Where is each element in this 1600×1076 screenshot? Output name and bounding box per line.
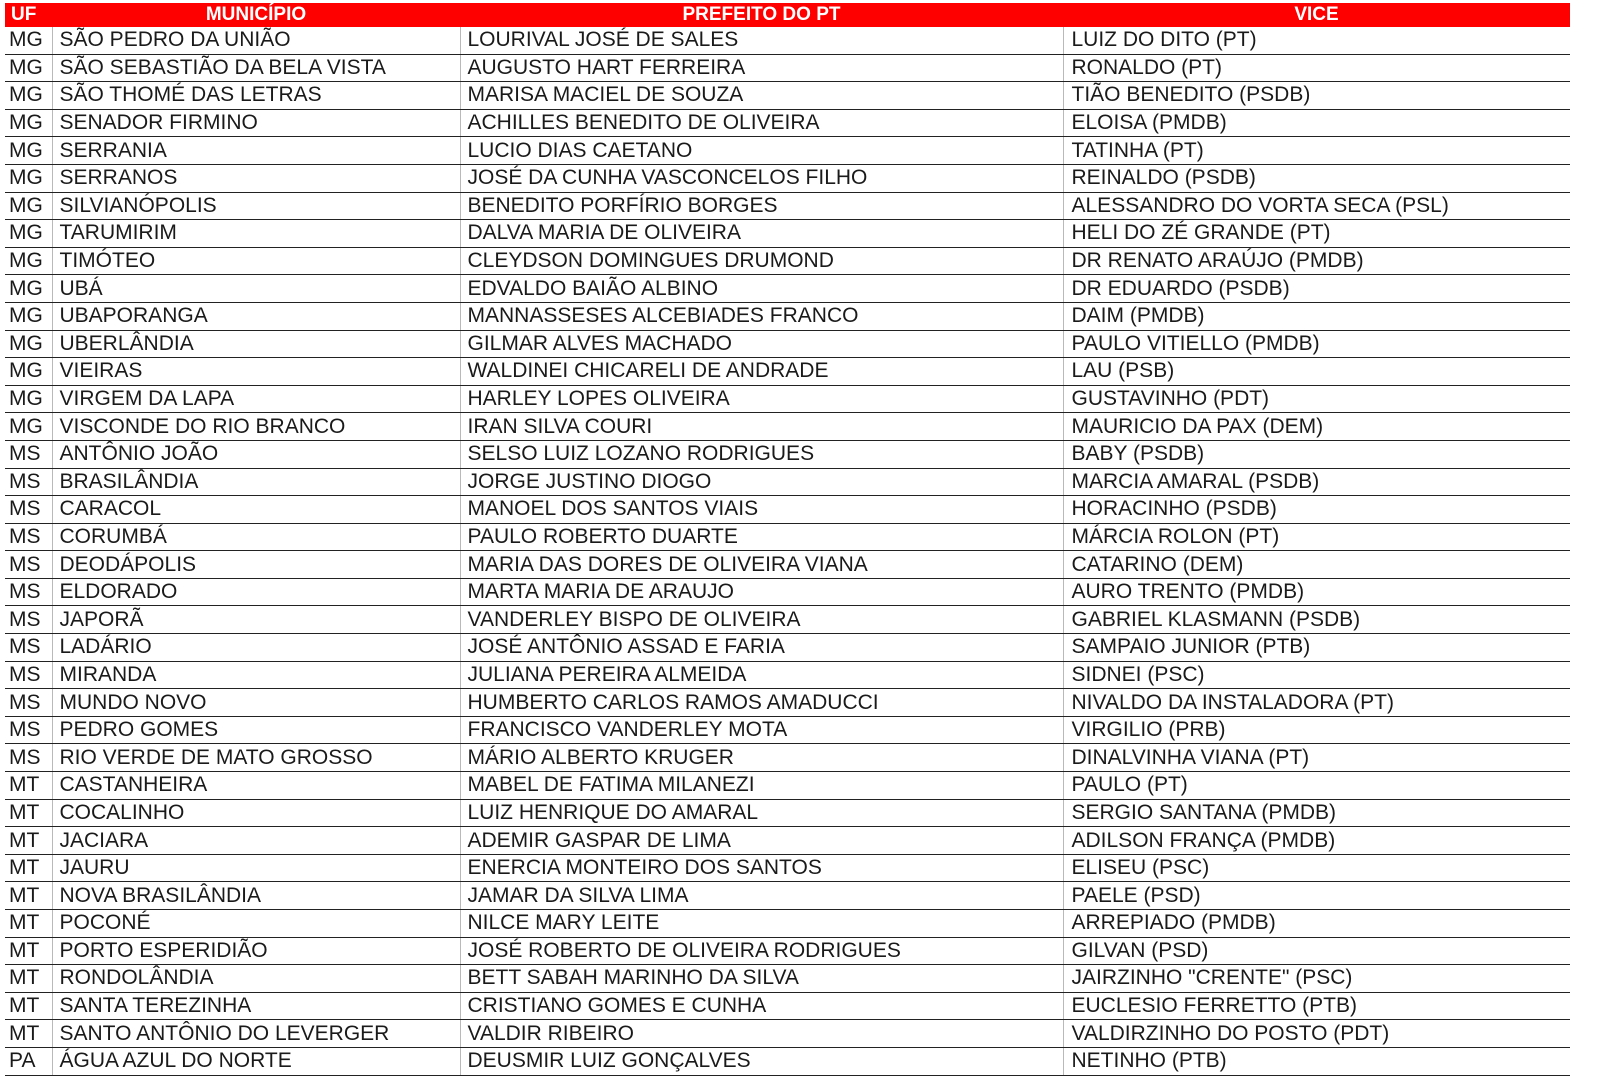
table-header bbox=[5, 3, 1570, 27]
cell-vice: AURO TRENTO (PMDB) bbox=[1063, 578, 1570, 606]
cell-vice: ARREPIADO (PMDB) bbox=[1063, 910, 1570, 938]
table-row bbox=[5, 551, 1570, 579]
cell-municipio: POCONÉ bbox=[52, 910, 460, 938]
table-row bbox=[5, 716, 1570, 744]
cell-vice: BABY (PSDB) bbox=[1063, 440, 1570, 468]
cell-municipio: ANTÔNIO JOÃO bbox=[52, 440, 460, 468]
cell-prefeito: JOSÉ ANTÔNIO ASSAD E FARIA bbox=[460, 634, 1063, 662]
cell-vice: HELI DO ZÉ GRANDE (PT) bbox=[1063, 220, 1570, 248]
cell-prefeito: MÁRIO ALBERTO KRUGER bbox=[460, 744, 1063, 772]
cell-uf: MS bbox=[5, 468, 52, 496]
cell-prefeito: DALVA MARIA DE OLIVEIRA bbox=[460, 220, 1063, 248]
cell-vice: GILVAN (PSD) bbox=[1063, 937, 1570, 965]
cell-uf: MT bbox=[5, 1020, 52, 1048]
cell-municipio: CORUMBÁ bbox=[52, 523, 460, 551]
cell-municipio: SANTO ANTÔNIO DO LEVERGER bbox=[52, 1020, 460, 1048]
cell-prefeito: VALDIR RIBEIRO bbox=[460, 1020, 1063, 1048]
cell-uf: MT bbox=[5, 882, 52, 910]
cell-vice: RONALDO (PT) bbox=[1063, 54, 1570, 82]
table-row bbox=[5, 523, 1570, 551]
cell-vice: DINALVINHA VIANA (PT) bbox=[1063, 744, 1570, 772]
table-row bbox=[5, 413, 1570, 441]
table-row bbox=[5, 689, 1570, 717]
cell-vice: GUSTAVINHO (PDT) bbox=[1063, 385, 1570, 413]
table-row bbox=[5, 468, 1570, 496]
cell-vice: PAULO (PT) bbox=[1063, 772, 1570, 800]
cell-prefeito: ENERCIA MONTEIRO DOS SANTOS bbox=[460, 854, 1063, 882]
header-municipio: MUNICÍPIO bbox=[52, 3, 460, 27]
cell-uf: MG bbox=[5, 385, 52, 413]
cell-prefeito: BENEDITO PORFÍRIO BORGES bbox=[460, 192, 1063, 220]
table-row bbox=[5, 1047, 1570, 1075]
cell-vice: JAIRZINHO "CRENTE" (PSC) bbox=[1063, 965, 1570, 993]
cell-vice: PAULO VITIELLO (PMDB) bbox=[1063, 330, 1570, 358]
table-body bbox=[5, 27, 1570, 1075]
cell-uf: MG bbox=[5, 164, 52, 192]
cell-municipio: VIEIRAS bbox=[52, 358, 460, 386]
cell-vice: SERGIO SANTANA (PMDB) bbox=[1063, 799, 1570, 827]
table-row bbox=[5, 882, 1570, 910]
cell-uf: MT bbox=[5, 854, 52, 882]
cell-municipio: UBAPORANGA bbox=[52, 302, 460, 330]
cell-uf: MG bbox=[5, 54, 52, 82]
cell-prefeito: WALDINEI CHICARELI DE ANDRADE bbox=[460, 358, 1063, 386]
table-row bbox=[5, 661, 1570, 689]
cell-municipio: UBERLÂNDIA bbox=[52, 330, 460, 358]
cell-prefeito: LOURIVAL JOSÉ DE SALES bbox=[460, 27, 1063, 54]
cell-uf: MT bbox=[5, 937, 52, 965]
cell-uf: MS bbox=[5, 523, 52, 551]
cell-prefeito: ADEMIR GASPAR DE LIMA bbox=[460, 827, 1063, 855]
table-row bbox=[5, 910, 1570, 938]
cell-municipio: JAURU bbox=[52, 854, 460, 882]
cell-prefeito: FRANCISCO VANDERLEY MOTA bbox=[460, 716, 1063, 744]
cell-prefeito: EDVALDO BAIÃO ALBINO bbox=[460, 275, 1063, 303]
cell-municipio: SANTA TEREZINHA bbox=[52, 992, 460, 1020]
cell-prefeito: ACHILLES BENEDITO DE OLIVEIRA bbox=[460, 109, 1063, 137]
cell-uf: MT bbox=[5, 910, 52, 938]
cell-uf: MS bbox=[5, 578, 52, 606]
table-row bbox=[5, 302, 1570, 330]
table-row bbox=[5, 192, 1570, 220]
cell-prefeito: HUMBERTO CARLOS RAMOS AMADUCCI bbox=[460, 689, 1063, 717]
cell-vice: DR RENATO ARAÚJO (PMDB) bbox=[1063, 247, 1570, 275]
cell-municipio: JAPORÃ bbox=[52, 606, 460, 634]
header-row bbox=[5, 3, 1570, 27]
cell-municipio: VISCONDE DO RIO BRANCO bbox=[52, 413, 460, 441]
cell-municipio: SENADOR FIRMINO bbox=[52, 109, 460, 137]
cell-uf: MG bbox=[5, 358, 52, 386]
header-uf: UF bbox=[5, 3, 52, 27]
cell-prefeito: IRAN SILVA COURI bbox=[460, 413, 1063, 441]
cell-municipio: DEODÁPOLIS bbox=[52, 551, 460, 579]
cell-prefeito: LUCIO DIAS CAETANO bbox=[460, 137, 1063, 165]
cell-municipio: VIRGEM DA LAPA bbox=[52, 385, 460, 413]
cell-municipio: RIO VERDE DE MATO GROSSO bbox=[52, 744, 460, 772]
cell-vice: NETINHO (PTB) bbox=[1063, 1047, 1570, 1075]
table-row bbox=[5, 496, 1570, 524]
cell-prefeito: VANDERLEY BISPO DE OLIVEIRA bbox=[460, 606, 1063, 634]
cell-uf: MG bbox=[5, 27, 52, 54]
cell-municipio: TARUMIRIM bbox=[52, 220, 460, 248]
cell-uf: MG bbox=[5, 220, 52, 248]
cell-uf: MG bbox=[5, 82, 52, 110]
cell-vice: SIDNEI (PSC) bbox=[1063, 661, 1570, 689]
cell-municipio: SÃO PEDRO DA UNIÃO bbox=[52, 27, 460, 54]
cell-uf: MS bbox=[5, 551, 52, 579]
table-row bbox=[5, 440, 1570, 468]
cell-vice: EUCLESIO FERRETTO (PTB) bbox=[1063, 992, 1570, 1020]
table-row bbox=[5, 385, 1570, 413]
cell-municipio: CARACOL bbox=[52, 496, 460, 524]
cell-prefeito: JULIANA PEREIRA ALMEIDA bbox=[460, 661, 1063, 689]
cell-prefeito: MARTA MARIA DE ARAUJO bbox=[460, 578, 1063, 606]
cell-uf: MS bbox=[5, 634, 52, 662]
table-row bbox=[5, 330, 1570, 358]
cell-uf: MT bbox=[5, 772, 52, 800]
cell-municipio: CASTANHEIRA bbox=[52, 772, 460, 800]
cell-uf: MS bbox=[5, 496, 52, 524]
cell-prefeito: GILMAR ALVES MACHADO bbox=[460, 330, 1063, 358]
table-row bbox=[5, 82, 1570, 110]
cell-uf: MT bbox=[5, 965, 52, 993]
cell-municipio: MUNDO NOVO bbox=[52, 689, 460, 717]
cell-vice: ELISEU (PSC) bbox=[1063, 854, 1570, 882]
cell-municipio: RONDOLÂNDIA bbox=[52, 965, 460, 993]
cell-vice: PAELE (PSD) bbox=[1063, 882, 1570, 910]
cell-uf: MG bbox=[5, 192, 52, 220]
table-row bbox=[5, 854, 1570, 882]
cell-uf: MT bbox=[5, 799, 52, 827]
table-row bbox=[5, 1020, 1570, 1048]
cell-uf: MS bbox=[5, 716, 52, 744]
cell-vice: TATINHA (PT) bbox=[1063, 137, 1570, 165]
cell-municipio: UBÁ bbox=[52, 275, 460, 303]
cell-vice: REINALDO (PSDB) bbox=[1063, 164, 1570, 192]
table-row bbox=[5, 247, 1570, 275]
cell-prefeito: LUIZ HENRIQUE DO AMARAL bbox=[460, 799, 1063, 827]
cell-vice: MAURICIO DA PAX (DEM) bbox=[1063, 413, 1570, 441]
table-row bbox=[5, 937, 1570, 965]
cell-uf: MG bbox=[5, 109, 52, 137]
cell-vice: ADILSON FRANÇA (PMDB) bbox=[1063, 827, 1570, 855]
cell-prefeito: BETT SABAH MARINHO DA SILVA bbox=[460, 965, 1063, 993]
cell-prefeito: NILCE MARY LEITE bbox=[460, 910, 1063, 938]
cell-municipio: SERRANIA bbox=[52, 137, 460, 165]
table-row bbox=[5, 54, 1570, 82]
cell-prefeito: JOSÉ DA CUNHA VASCONCELOS FILHO bbox=[460, 164, 1063, 192]
cell-uf: PA bbox=[5, 1047, 52, 1075]
cell-prefeito: JAMAR DA SILVA LIMA bbox=[460, 882, 1063, 910]
cell-prefeito: MANOEL DOS SANTOS VIAIS bbox=[460, 496, 1063, 524]
cell-prefeito: MANNASSESES ALCEBIADES FRANCO bbox=[460, 302, 1063, 330]
cell-uf: MT bbox=[5, 992, 52, 1020]
cell-uf: MG bbox=[5, 330, 52, 358]
cell-municipio: ÁGUA AZUL DO NORTE bbox=[52, 1047, 460, 1075]
cell-vice: NIVALDO DA INSTALADORA (PT) bbox=[1063, 689, 1570, 717]
cell-prefeito: JORGE JUSTINO DIOGO bbox=[460, 468, 1063, 496]
cell-uf: MS bbox=[5, 689, 52, 717]
cell-vice: ELOISA (PMDB) bbox=[1063, 109, 1570, 137]
cell-uf: MT bbox=[5, 827, 52, 855]
cell-prefeito: JOSÉ ROBERTO DE OLIVEIRA RODRIGUES bbox=[460, 937, 1063, 965]
cell-vice: MÁRCIA ROLON (PT) bbox=[1063, 523, 1570, 551]
cell-municipio: MIRANDA bbox=[52, 661, 460, 689]
cell-prefeito: HARLEY LOPES OLIVEIRA bbox=[460, 385, 1063, 413]
cell-prefeito: MARIA DAS DORES DE OLIVEIRA VIANA bbox=[460, 551, 1063, 579]
table-row bbox=[5, 744, 1570, 772]
cell-uf: MS bbox=[5, 744, 52, 772]
table-row bbox=[5, 606, 1570, 634]
table-row bbox=[5, 27, 1570, 54]
cell-uf: MG bbox=[5, 302, 52, 330]
cell-municipio: PEDRO GOMES bbox=[52, 716, 460, 744]
cell-prefeito: DEUSMIR LUIZ GONÇALVES bbox=[460, 1047, 1063, 1075]
table-row bbox=[5, 220, 1570, 248]
cell-prefeito: AUGUSTO HART FERREIRA bbox=[460, 54, 1063, 82]
cell-vice: DR EDUARDO (PSDB) bbox=[1063, 275, 1570, 303]
cell-vice: MARCIA AMARAL (PSDB) bbox=[1063, 468, 1570, 496]
table-row bbox=[5, 358, 1570, 386]
cell-uf: MG bbox=[5, 413, 52, 441]
cell-uf: MS bbox=[5, 606, 52, 634]
cell-prefeito: MABEL DE FATIMA MILANEZI bbox=[460, 772, 1063, 800]
cell-municipio: NOVA BRASILÂNDIA bbox=[52, 882, 460, 910]
cell-municipio: JACIARA bbox=[52, 827, 460, 855]
table-row bbox=[5, 578, 1570, 606]
cell-municipio: SÃO SEBASTIÃO DA BELA VISTA bbox=[52, 54, 460, 82]
cell-prefeito: CLEYDSON DOMINGUES DRUMOND bbox=[460, 247, 1063, 275]
cell-vice: CATARINO (DEM) bbox=[1063, 551, 1570, 579]
cell-municipio: TIMÓTEO bbox=[52, 247, 460, 275]
cell-prefeito: PAULO ROBERTO DUARTE bbox=[460, 523, 1063, 551]
table-row bbox=[5, 164, 1570, 192]
cell-prefeito: SELSO LUIZ LOZANO RODRIGUES bbox=[460, 440, 1063, 468]
cell-municipio: COCALINHO bbox=[52, 799, 460, 827]
cell-prefeito: CRISTIANO GOMES E CUNHA bbox=[460, 992, 1063, 1020]
cell-vice: VALDIRZINHO DO POSTO (PDT) bbox=[1063, 1020, 1570, 1048]
table-row bbox=[5, 965, 1570, 993]
cell-vice: VIRGILIO (PRB) bbox=[1063, 716, 1570, 744]
cell-municipio: ELDORADO bbox=[52, 578, 460, 606]
table-row bbox=[5, 109, 1570, 137]
cell-vice: LUIZ DO DITO (PT) bbox=[1063, 27, 1570, 54]
cell-municipio: BRASILÂNDIA bbox=[52, 468, 460, 496]
header-prefeito: PREFEITO DO PT bbox=[460, 3, 1063, 27]
mayors-table bbox=[5, 3, 1570, 1076]
table-row bbox=[5, 827, 1570, 855]
cell-uf: MG bbox=[5, 247, 52, 275]
header-vice: VICE bbox=[1063, 3, 1570, 27]
cell-municipio: SERRANOS bbox=[52, 164, 460, 192]
cell-municipio: SÃO THOMÉ DAS LETRAS bbox=[52, 82, 460, 110]
table-row bbox=[5, 772, 1570, 800]
cell-municipio: SILVIANÓPOLIS bbox=[52, 192, 460, 220]
cell-vice: SAMPAIO JUNIOR (PTB) bbox=[1063, 634, 1570, 662]
cell-vice: LAU (PSB) bbox=[1063, 358, 1570, 386]
cell-vice: TIÃO BENEDITO (PSDB) bbox=[1063, 82, 1570, 110]
table-row bbox=[5, 799, 1570, 827]
table-row bbox=[5, 634, 1570, 662]
cell-uf: MG bbox=[5, 137, 52, 165]
cell-municipio: LADÁRIO bbox=[52, 634, 460, 662]
cell-uf: MG bbox=[5, 275, 52, 303]
cell-uf: MS bbox=[5, 661, 52, 689]
cell-prefeito: MARISA MACIEL DE SOUZA bbox=[460, 82, 1063, 110]
table-row bbox=[5, 992, 1570, 1020]
cell-vice: HORACINHO (PSDB) bbox=[1063, 496, 1570, 524]
cell-uf: MS bbox=[5, 440, 52, 468]
table-row bbox=[5, 275, 1570, 303]
cell-vice: GABRIEL KLASMANN (PSDB) bbox=[1063, 606, 1570, 634]
cell-municipio: PORTO ESPERIDIÃO bbox=[52, 937, 460, 965]
cell-vice: ALESSANDRO DO VORTA SECA (PSL) bbox=[1063, 192, 1570, 220]
cell-vice: DAIM (PMDB) bbox=[1063, 302, 1570, 330]
table-row bbox=[5, 137, 1570, 165]
